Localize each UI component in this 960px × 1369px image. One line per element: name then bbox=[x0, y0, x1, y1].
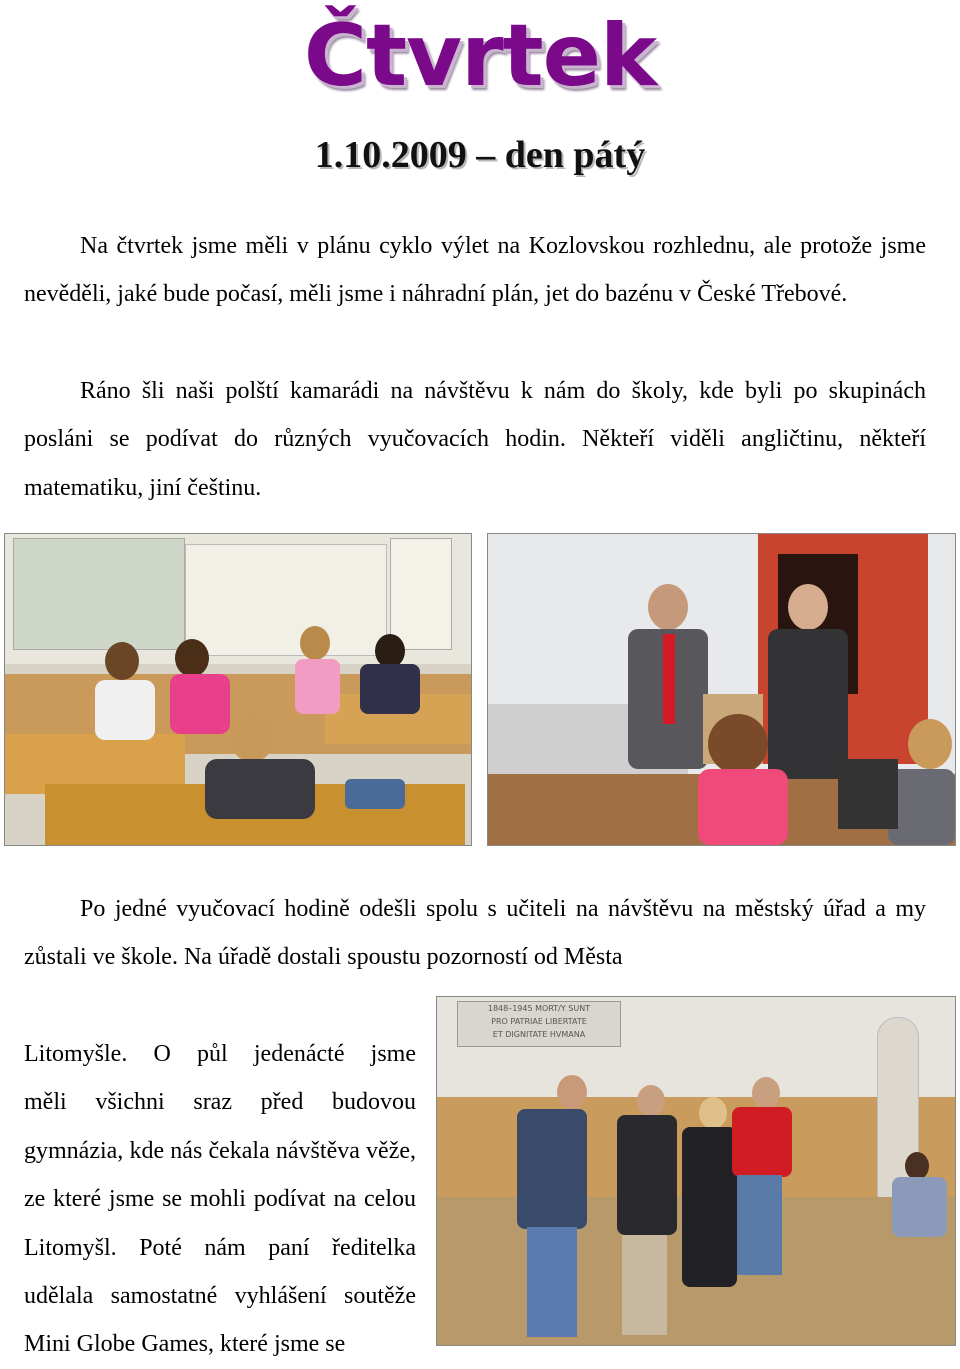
plaque-line-2: PRO PATRIAE LIBERTATE bbox=[491, 1017, 587, 1026]
plaque-line-3: ET DIGNITATE HVMANA bbox=[492, 1030, 586, 1039]
paragraph-town-hall: Po jedné vyučovací hodině odešli spolu s učiteli na návštěvu na městský úřad a my zůstali ve škole. Na úřadě dostali spoustu pozorností od Města bbox=[24, 896, 926, 971]
memorial-plaque bbox=[457, 1001, 621, 1047]
school-hall-photo bbox=[436, 996, 956, 1346]
paragraph-wrapped-rest: měli všichni sraz před budovou gymnázia, kde nás čekala návštěva věže, ze které jsme se mohli podívat na celou Litomyšl. Poté nám paní ředitelka udělala samostatné vyhlášení soutěže Mini Globe Games, které jsme se bbox=[24, 1089, 416, 1358]
classroom-photo bbox=[4, 533, 472, 846]
paragraph-morning: Ráno šli naši polští kamarádi na návštěvu k nám do školy, kde byli po skupinách posláni se podívat do různých vyučovacích hodin. Někteří viděli angličtinu, někteří matematiku, jiní češtinu. bbox=[24, 378, 926, 501]
page-title: Čtvrtek bbox=[303, 6, 657, 106]
plaque-line-1: 1848–1945 MORT/Y SUNT bbox=[487, 1004, 591, 1013]
page-subtitle-date: 1.10.2009 – den pátý bbox=[314, 134, 646, 176]
office-visit-photo bbox=[487, 533, 956, 846]
paragraph-wrapped-text bbox=[24, 1030, 416, 1369]
paragraph-intro: Na čtvrtek jsme měli v plánu cyklo výlet na Kozlovskou rozhlednu, ale protože jsme nevěděli, jaké bude počasí, měli jsme i náhradní plán, jet do bazénu v České Třebové. bbox=[24, 233, 926, 308]
paragraph-wrapped-first-line: Litomyšle. O půl jedenácté jsme bbox=[24, 1041, 416, 1067]
